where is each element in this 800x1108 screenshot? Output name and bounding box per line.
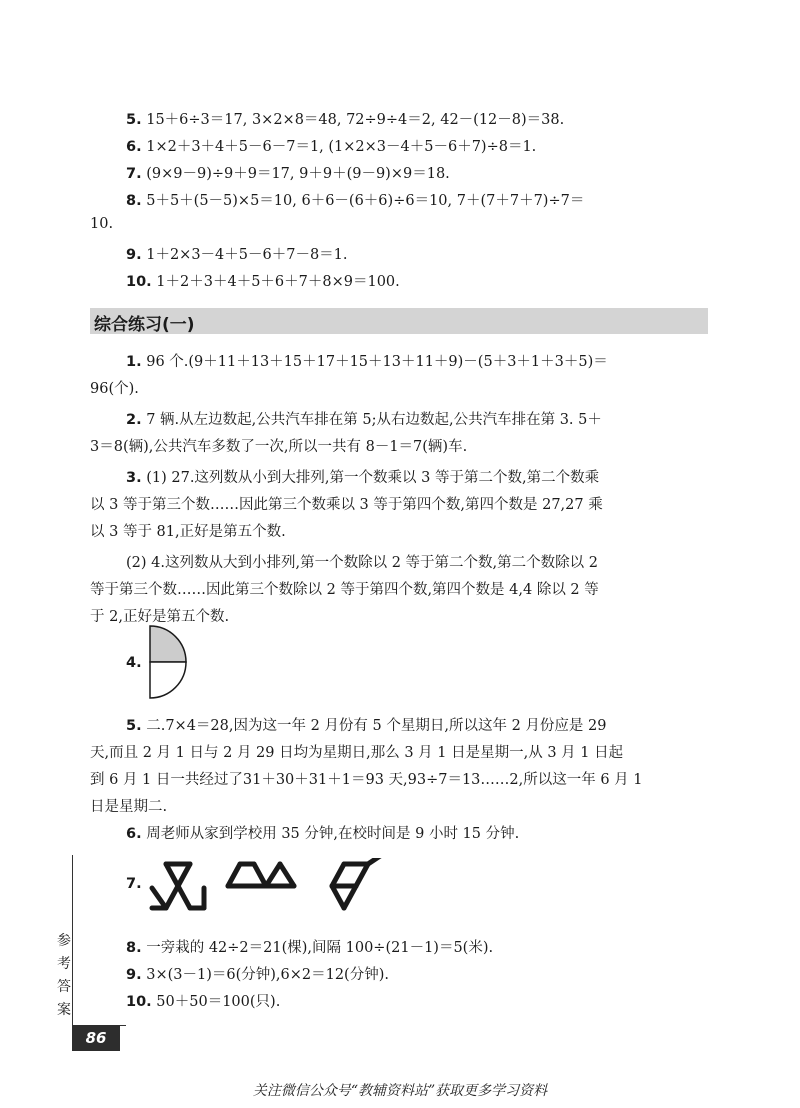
exercise-2-line-2: 3＝8(辆),公共汽车多数了一次,所以一共有 8－1＝7(辆)车. [90, 439, 468, 455]
footer-note: 关注微信公众号“教辅资料站”获取更多学习资料 [252, 1083, 548, 1099]
exercise-4-number: 4. [126, 655, 142, 671]
exercise-1-line-2: 96(个). [90, 381, 139, 397]
answer-9-text: 1＋2×3－4＋5－6＋7－8＝1. [146, 247, 348, 263]
page-rule [120, 1025, 126, 1026]
exercise-3b-line-2: 等于第三个数……因此第三个数除以 2 等于第四个数,第四个数是 4,4 除以 2 等 [90, 582, 599, 598]
exercise-3a-text: (1) 27.这列数从小到大排列,第一个数乘以 3 等于第二个数,第二个数乘 [146, 470, 600, 486]
matchstick-figure-2 [228, 864, 294, 886]
exercise-5-text: 二.7×4＝28,因为这一年 2 月份有 5 个星期日,所以这年 2 月份应是 29 [146, 718, 607, 734]
exercise-8-text: 一旁栽的 42÷2＝21(棵),间隔 100÷(21－1)＝5(米). [146, 940, 494, 956]
exercise-5-line-3: 到 6 月 1 日一共经过了31＋30＋31＋1＝93 天,93÷7＝13……2,所以这一年 6 月 1 [90, 772, 643, 788]
answer-5-number: 5. [126, 112, 142, 128]
exercise-5-line-4: 日是星期二. [90, 799, 168, 815]
exercise-8-line [126, 936, 493, 957]
exercise-2-line-1 [126, 408, 602, 429]
exercise-3-number: 3. [126, 470, 142, 486]
exercise-5-number: 5. [126, 718, 142, 734]
answer-8-line [126, 189, 584, 210]
side-label: 参考答案 [57, 933, 71, 1018]
exercise-1-text: 96 个.(9＋11＋13＋15＋17＋15＋13＋11＋9)－(5＋3＋1＋3＋5)＝ [146, 354, 608, 370]
exercise-10-number: 10. [126, 994, 152, 1010]
exercise-10-text: 50＋50＝100(只). [156, 994, 281, 1010]
answer-6-text: 1×2＋3＋4＋5－6－7＝1, (1×2×3－4＋5－6＋7)÷8＝1. [146, 139, 537, 155]
page-number: 86 [72, 1025, 120, 1051]
matchstick-figure-1 [152, 864, 204, 908]
answer-9-number: 9. [126, 247, 142, 263]
answer-10-text: 1＋2＋3＋4＋5＋6＋7＋8×9＝100. [156, 274, 400, 290]
half-circle-figure [146, 624, 190, 700]
exercise-6-number: 6. [126, 826, 142, 842]
answer-7-line [126, 162, 450, 183]
answer-9-line [126, 243, 348, 264]
answer-8-text: 5＋5＋(5－5)×5＝10, 6＋6－(6＋6)÷6＝10, 7＋(7＋7＋7)÷7＝ [146, 193, 585, 209]
exercise-5-line-2: 天,而且 2 月 1 日与 2 月 29 日均为星期日,那么 3 月 1 日是星期一,从 3 月 1 日起 [90, 745, 624, 761]
exercise-3a-line-3: 以 3 等于 81,正好是第五个数. [90, 524, 286, 540]
exercise-3a-line-1 [126, 466, 599, 487]
exercise-3b-line-1: (2) 4.这列数从大到小排列,第一个数除以 2 等于第二个数,第二个数除以 2 [126, 555, 598, 571]
answer-6-line [126, 135, 536, 156]
exercise-1-number: 1. [126, 354, 142, 370]
answer-5-text: 15＋6÷3＝17, 3×2×8＝48, 72÷9÷4＝2, 42－(12－8)＝38. [146, 112, 565, 128]
matchstick-figures [148, 858, 388, 920]
exercise-1-line-1 [126, 350, 608, 371]
side-rule [72, 855, 73, 1045]
answer-8-number: 8. [126, 193, 142, 209]
exercise-3b-line-3: 于 2,正好是第五个数. [90, 609, 230, 625]
exercise-10-line [126, 990, 280, 1011]
exercise-6-line [126, 822, 519, 843]
answer-5-line [126, 108, 564, 129]
exercise-3a-line-2: 以 3 等于第三个数……因此第三个数乘以 3 等于第四个数,第四个数是 27,27 乘 [90, 497, 603, 513]
section-title: 综合练习(一) [94, 315, 195, 335]
unshaded-quarter [150, 662, 186, 698]
exercise-9-text: 3×(3－1)＝6(分钟),6×2＝12(分钟). [146, 967, 389, 983]
exercise-6-text: 周老师从家到学校用 35 分钟,在校时间是 9 小时 15 分钟. [146, 826, 520, 842]
answer-6-number: 6. [126, 139, 142, 155]
answer-10-line [126, 270, 400, 291]
exercise-7-number: 7. [126, 876, 142, 892]
exercise-2-number: 2. [126, 412, 142, 428]
section-header-bar [90, 308, 708, 334]
exercise-9-number: 9. [126, 967, 142, 983]
answer-10-number: 10. [126, 274, 152, 290]
answer-7-text: (9×9－9)÷9＋9＝17, 9＋9＋(9－9)×9＝18. [146, 166, 450, 182]
exercise-2-text: 7 辆.从左边数起,公共汽车排在第 5;从右边数起,公共汽车排在第 3. 5＋ [146, 412, 602, 428]
exercise-8-number: 8. [126, 940, 142, 956]
answer-7-number: 7. [126, 166, 142, 182]
exercise-5-line-1 [126, 714, 607, 735]
exercise-9-line [126, 963, 389, 984]
answer-8-continuation: 10. [90, 216, 114, 232]
matchstick-figure-3 [332, 858, 380, 908]
shaded-quarter [150, 626, 186, 662]
